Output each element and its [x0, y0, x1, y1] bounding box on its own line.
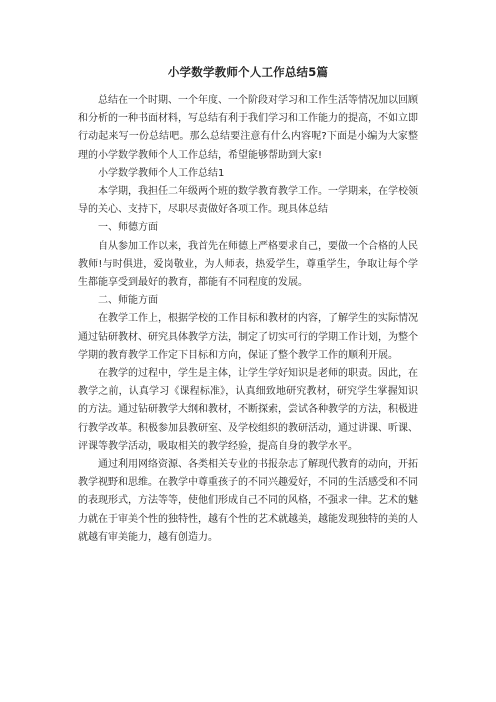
heading-ethics: 一、师德方面	[98, 222, 158, 234]
intro-paragraph: 总结在一个时期、一个年度、一个阶段对学习和工作生活等情况加以回顾和分析的一种书面材料，写总结有利于我们学习和工作能力的提高，不如立即行动起来写一份总结吧。那么总结要注意有什么内容呢?下面是小编为大家整理的小学数学教师个人工作总结，希望能够帮助到大家!	[78, 95, 418, 161]
ethics-paragraph: 自从参加工作以来，我首先在师德上严格要求自己，要做一个合格的人民教师!与时俱进，爱岗敬业，为人师表，热爱学生，尊重学生，争取让每个学生都能享受到最好的教育，都能有不同程度的发展。	[78, 240, 418, 289]
section-title: 小学数学教师个人工作总结1	[98, 167, 225, 179]
document-title: 小学数学教师个人工作总结5篇	[167, 65, 329, 79]
opening-paragraph: 本学期，我担任二年级两个班的数学教育教学工作。一学期来，在学校领导的关心、支持下，尽职尽责做好各项工作。现具体总结	[78, 186, 418, 216]
ability-paragraph-1: 在教学工作上，根据学校的工作目标和教材的内容，了解学生的实际情况通过钻研教材、研究具体教学方法，制定了切实可行的学期工作计划，为整个学期的教育教学工作定下目标和方向，保证了整个教学工作的顺利开展。	[78, 313, 418, 361]
ability-paragraph-3: 通过利用网络资源、各类相关专业的书报杂志了解现代教育的动向，开拓教学视野和思维。在教学中尊重孩子的不同兴趣爱好，不同的生活感受和不同的表现形式，方法等等，使他们形成自己不同的风格，不强求一律。艺术的魅力就在于审美个性的独特性，越有个性的艺术就越美，越能发现独特的美的人就越有审美能力，越有创造力。	[78, 459, 418, 543]
ability-paragraph-2: 在教学的过程中，学生是主体，让学生学好知识是老师的职责。因此，在教学之前，认真学习《课程标准》，认真细致地研究教材，研究学生掌握知识的方法。通过钻研教学大纲和教材，不断探索，尝试各种教学的方法，积极进行教学改革。积极参加县教研室、及学校组织的教研活动，通过讲课、听课、评课等教学活动，吸取相关的教学经验，提高自身的教学水平。	[78, 368, 418, 452]
heading-ability: 二、师能方面	[98, 295, 158, 307]
